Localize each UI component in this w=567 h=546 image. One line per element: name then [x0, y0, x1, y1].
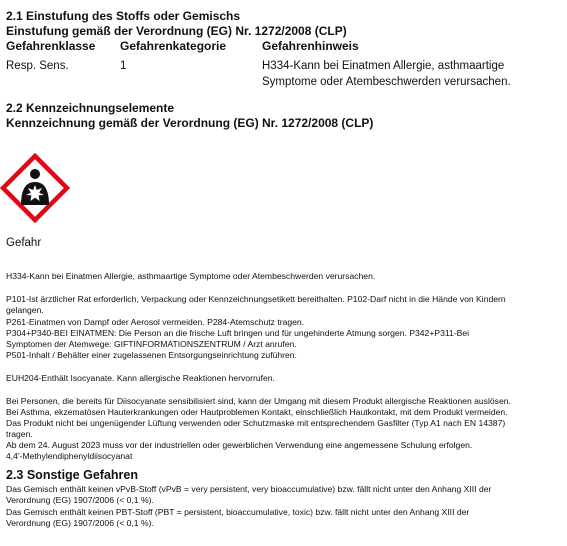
h-statement: H334-Kann bei Einatmen Allergie, asthmaartige Symptome oder Atembeschwerden verursachen.	[6, 271, 376, 281]
other-hazards-line-1: Das Gemisch enthält keinen vPvB-Stoff (vPvB = very persistent, very bioaccumulative) bzw. fällt nicht unter den Anhang XIII der	[6, 484, 492, 494]
supplemental-line-1: Bei Personen, die bereits für Diisocyanate sensibilisiert sind, kann der Umgang mit diesem Produkt allergische Reaktionen auslösen.	[6, 396, 511, 406]
other-hazards-line-2: Verordnung (EG) 1907/2006 (< 0,1 %).	[6, 495, 154, 505]
supplemental-line-3: Das Produkt nicht bei ungenügender Lüftung verwenden oder Schutzmaske mit entsprechendem Gasfilter (Typ A1 nach EN 14387)	[6, 418, 506, 428]
hazard-category-value: 1	[120, 60, 127, 72]
section-2-1-subheading: Einstufung gemäß der Verordnung (EG) Nr. 1272/2008 (CLP)	[6, 24, 347, 38]
p-statement-line-3: P261-Einatmen von Dampf oder Aerosol vermeiden. P284-Atemschutz tragen.	[6, 317, 305, 327]
section-2-1-heading: 2.1 Einstufung des Stoffs oder Gemischs	[6, 9, 241, 23]
ghs08-health-hazard-icon	[0, 153, 70, 223]
section-2-2-subheading: Kennzeichnung gemäß der Verordnung (EG) Nr. 1272/2008 (CLP)	[6, 116, 374, 130]
hazard-statement-line-1: H334-Kann bei Einatmen Allergie, asthmaartige	[262, 60, 505, 72]
other-hazards-line-3: Das Gemisch enthält keinen PBT-Stoff (PBT = persistent, bioaccumulative, toxic) bzw. fällt nicht unter den Anhang XIII der	[6, 507, 470, 517]
column-header-gefahrenklasse: Gefahrenklasse	[6, 39, 96, 53]
p-statement-line-4: P304+P340-BEI EINATMEN: Die Person an die frische Luft bringen und für ungehinderte Atmung sorgen. P342+P311-Bei	[6, 328, 470, 338]
supplemental-line-6: 4,4'-Methylendiphenyldiisocyanat	[6, 451, 133, 461]
column-header-gefahrenhinweis: Gefahrenhinweis	[262, 39, 359, 53]
p-statement-line-1: P101-Ist ärztlicher Rat erforderlich, Verpackung oder Kennzeichnungsetikett bereithalten. P102-Darf nicht in die Hände von Kindern	[6, 294, 506, 304]
column-header-gefahrenkategorie: Gefahrenkategorie	[120, 39, 227, 53]
supplemental-line-2: Bei Asthma, ekzematösen Hauterkrankungen oder Hautproblemen Kontakt, einschließlich Hautkontakt, mit dem Produkt vermeiden.	[6, 407, 508, 417]
p-statement-line-2: gelangen.	[6, 305, 44, 315]
supplemental-line-5: Ab dem 24. August 2023 muss vor der industriellen oder gewerblichen Verwendung eine angemessene Schulung erfolgen.	[6, 440, 473, 450]
other-hazards-line-4: Verordnung (EG) 1907/2006 (< 0,1 %).	[6, 518, 154, 528]
hazard-class-value: Resp. Sens.	[6, 60, 69, 72]
p-statement-line-5: Symptomen der Atemwege: GIFTINFORMATIONSZENTRUM / Arzt anrufen.	[6, 339, 297, 349]
signal-word: Gefahr	[6, 237, 42, 249]
supplemental-line-4: tragen.	[6, 429, 33, 439]
euh-statement: EUH204-Enthält Isocyanate. Kann allergische Reaktionen hervorrufen.	[6, 373, 275, 383]
section-2-3-heading: 2.3 Sonstige Gefahren	[6, 468, 138, 482]
p-statement-line-6: P501-Inhalt / Behälter einer zugelassenen Entsorgungseinrichtung zuführen.	[6, 350, 297, 360]
section-2-2-heading: 2.2 Kennzeichnungselemente	[6, 101, 175, 115]
hazard-statement-line-2: Symptome oder Atembeschwerden verursachen.	[262, 76, 511, 88]
